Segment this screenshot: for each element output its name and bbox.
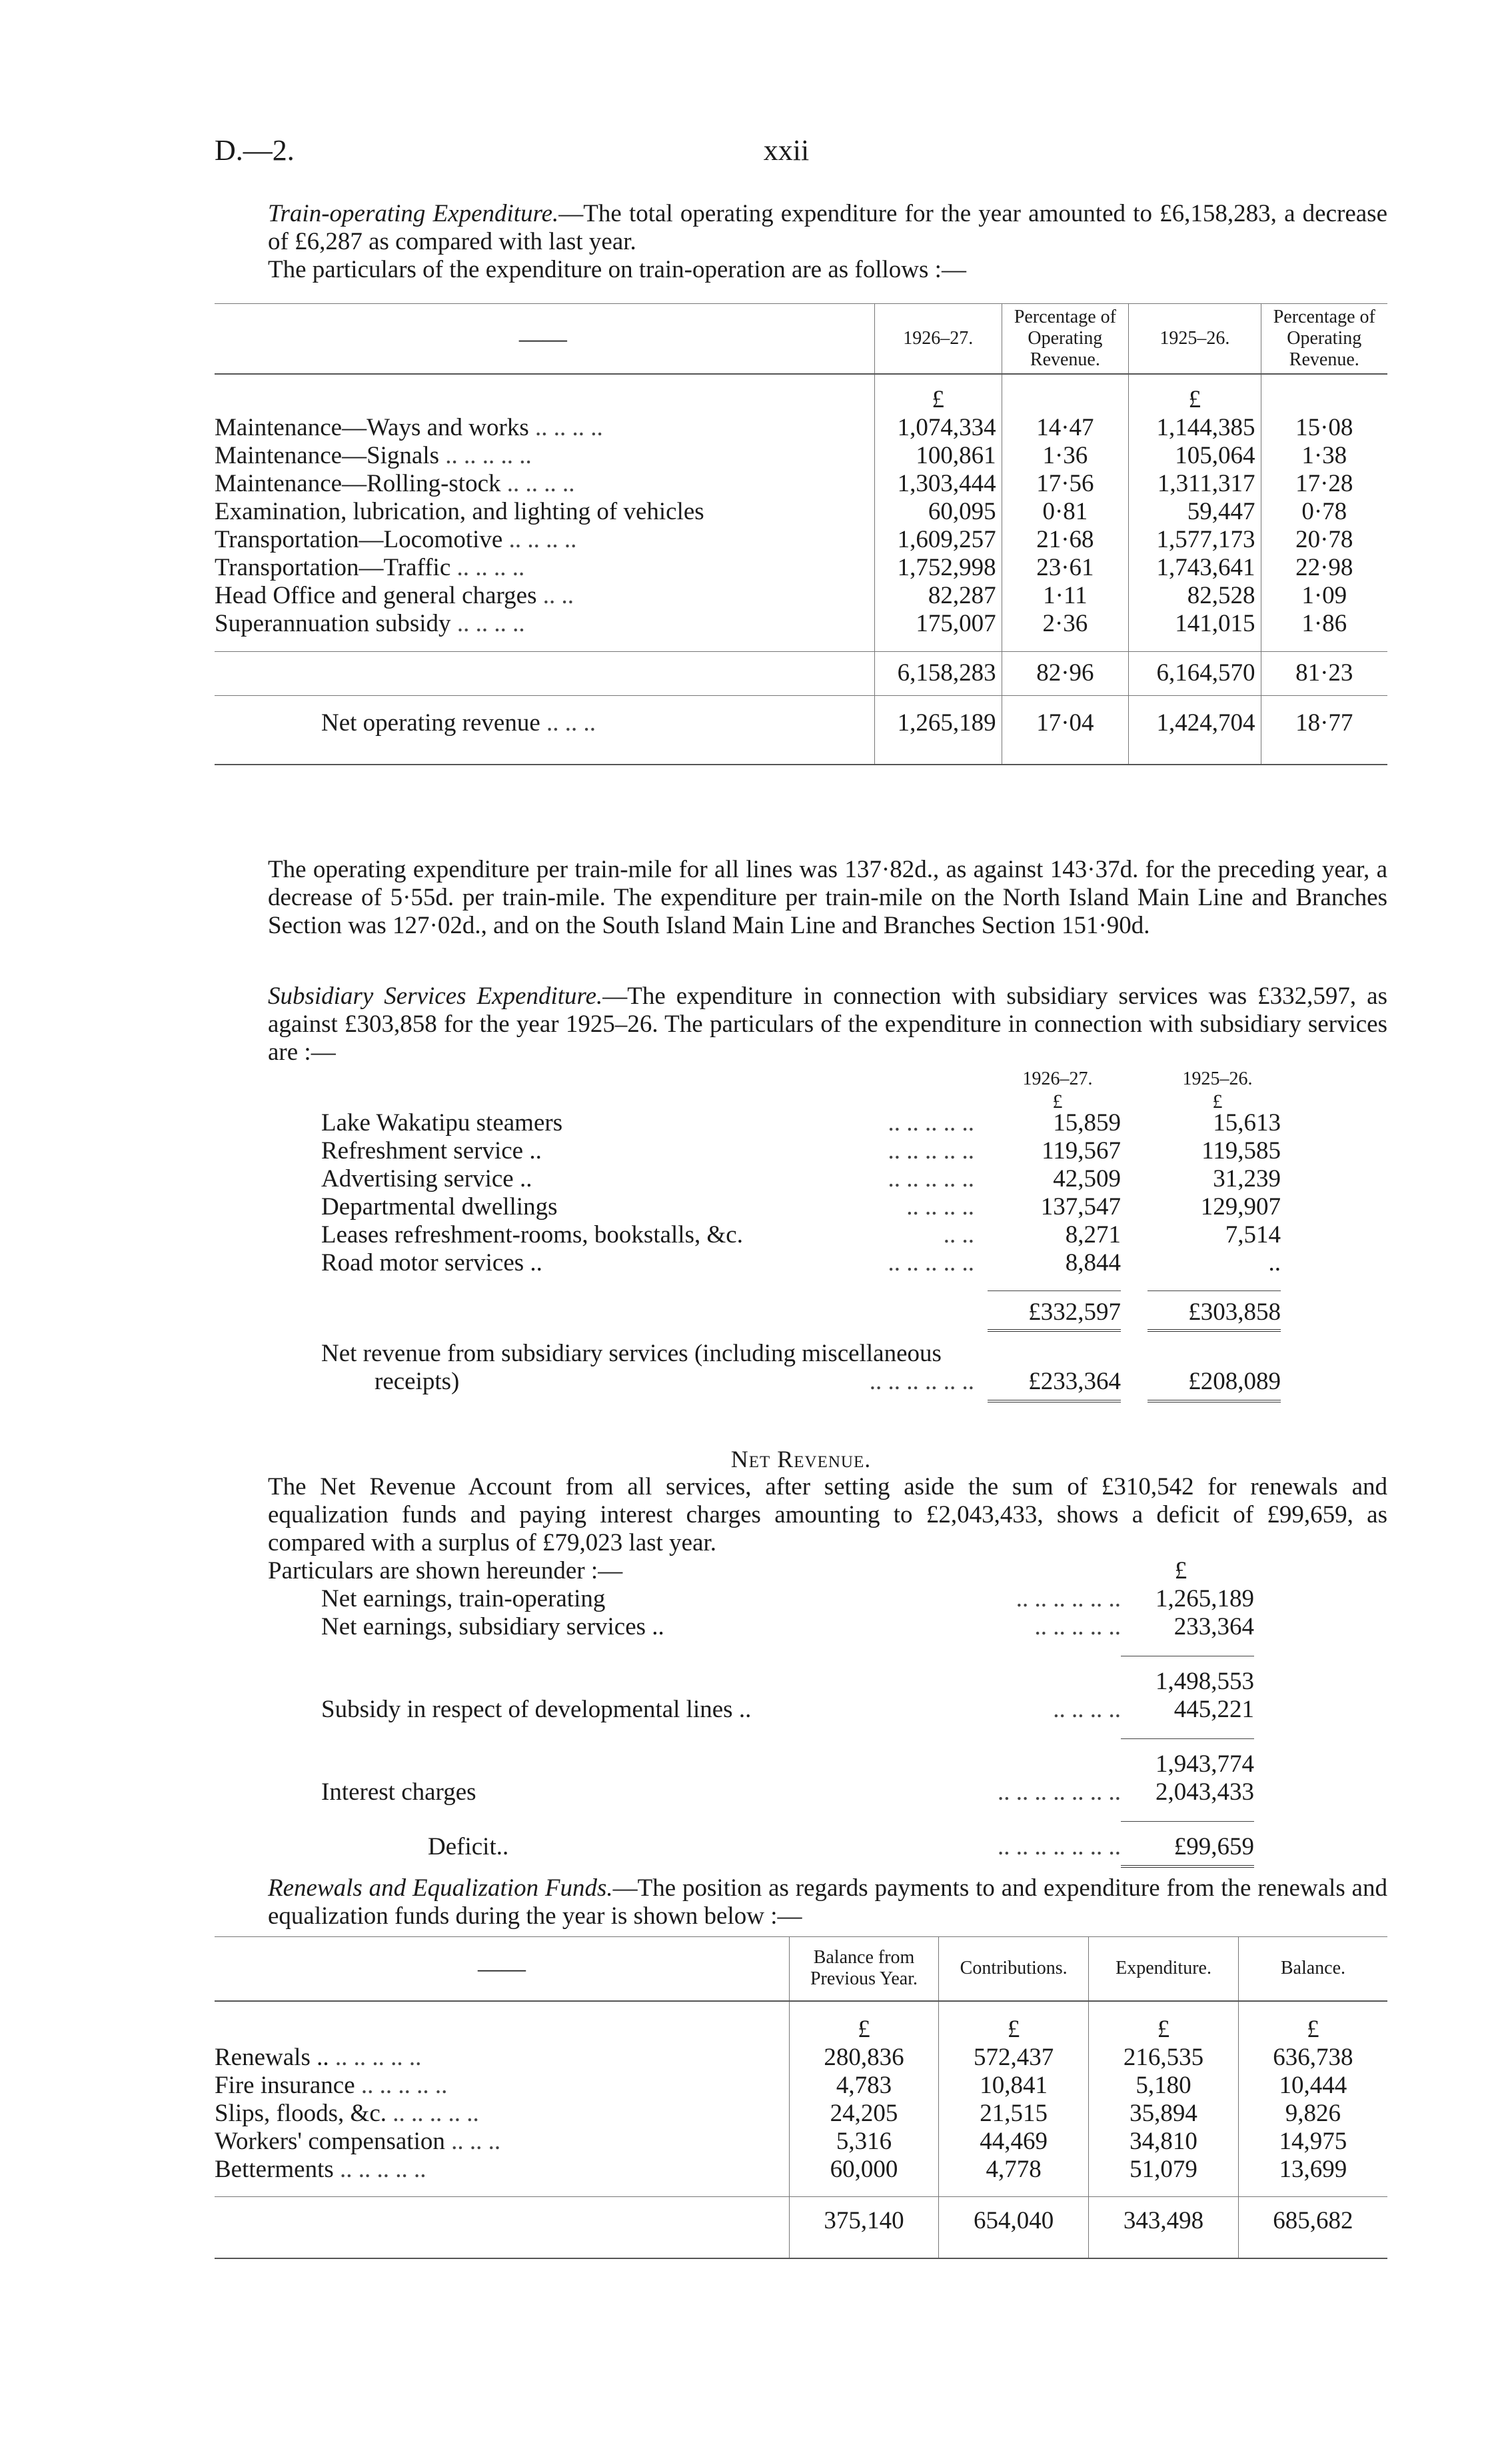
cell-expenditure: 5,180 bbox=[1089, 2072, 1239, 2100]
cell-contributions: 4,778 bbox=[939, 2156, 1089, 2184]
table3-header-balance: Balance. bbox=[1238, 1937, 1387, 2001]
subsidiary-heading: Subsidiary Services Expenditure. bbox=[268, 983, 603, 1010]
renewals-paragraph bbox=[215, 1874, 1387, 1930]
value-1925: 15,613 bbox=[1213, 1109, 1281, 1137]
row-label: Superannuation subsidy bbox=[215, 610, 451, 637]
value-1926: 42,509 bbox=[1053, 1165, 1121, 1193]
cell-pct-1925: 1·09 bbox=[1261, 582, 1387, 610]
value-1926: 15,859 bbox=[1053, 1109, 1121, 1137]
cell-balance: 14,975 bbox=[1238, 2128, 1387, 2156]
leader-dots: .. .. .. .. .. bbox=[335, 2043, 422, 2071]
per-train-mile-text: The operating expenditure per train-mile for all lines was 137·82d., as against 143·37d. for the preceding year, a decrease of 5·55d. per train-mile. The expenditure per train-mile on the North Island Main Line and Branches Section was 127·02d., and on the South Island Main Line and Branches Section 151·90d. bbox=[268, 856, 1387, 939]
total-pct-1926: 82·96 bbox=[1002, 651, 1128, 695]
subsidiary-header-1925: 1925–26. bbox=[1182, 1069, 1253, 1089]
renewals-table bbox=[215, 1936, 1387, 2259]
subsidiary-net-row-1 bbox=[321, 1340, 1294, 1368]
leader-dots: .. .. .. .. bbox=[534, 414, 603, 441]
net-revenue-heading: Net Revenue. bbox=[730, 1446, 872, 1472]
train-operation-table bbox=[215, 303, 1387, 765]
table-row bbox=[215, 2156, 1387, 2184]
list-item bbox=[321, 1613, 1294, 1641]
cell-1926: 60,095 bbox=[874, 498, 1002, 526]
table-row bbox=[215, 2072, 1387, 2100]
leader-dots: .. .. .. .. .. bbox=[888, 1109, 974, 1137]
subtotal-1: 1,498,553 bbox=[1155, 1668, 1254, 1695]
table-row bbox=[215, 610, 1387, 638]
total-1925: £303,858 bbox=[1188, 1298, 1281, 1326]
cell-balance-prev: 60,000 bbox=[789, 2156, 938, 2184]
renewals-text: —The position as regards payments to and expenditure from the renewals and equalization funds during the year is shown below :— bbox=[268, 1874, 1387, 1930]
unit-balance: £ bbox=[1238, 2001, 1387, 2044]
cell-1925: 1,311,317 bbox=[1129, 470, 1261, 498]
leader-dots: .. .. .. .. bbox=[456, 610, 525, 637]
train-operating-heading: Train-operating Expenditure. bbox=[268, 200, 559, 227]
table-row bbox=[215, 582, 1387, 610]
item-label: Interest charges bbox=[321, 1778, 476, 1806]
table-row bbox=[215, 2128, 1387, 2156]
leader-dots: .. .. bbox=[943, 1221, 974, 1248]
cell-balance-prev: 24,205 bbox=[789, 2100, 938, 2128]
cell-balance: 13,699 bbox=[1238, 2156, 1387, 2184]
cell-balance-prev: 280,836 bbox=[789, 2044, 938, 2072]
cell-pct-1925: 1·38 bbox=[1261, 442, 1387, 470]
page-number: xxii bbox=[763, 134, 810, 167]
row-label: Transportation—Locomotive bbox=[215, 526, 503, 553]
total-double-rule bbox=[1147, 1329, 1281, 1332]
cell-balance-prev: 4,783 bbox=[789, 2072, 938, 2100]
table1-header-blank: —— bbox=[518, 325, 567, 352]
particulars-text: Particulars are shown hereunder :— bbox=[268, 1557, 623, 1584]
unit-contributions: £ bbox=[939, 2001, 1089, 2044]
row-label: Maintenance—Ways and works bbox=[215, 414, 529, 441]
total-1926: £332,597 bbox=[1028, 1298, 1121, 1326]
value-1925: 129,907 bbox=[1200, 1193, 1281, 1221]
item-value: 233,364 bbox=[1173, 1613, 1254, 1640]
table1-header-pct-1925: Percentage of Operating Revenue. bbox=[1261, 304, 1387, 375]
document-reference: D.—2. bbox=[215, 134, 295, 167]
leader-dots: .. .. .. .. .. .. .. bbox=[998, 1833, 1121, 1860]
cell-1926: 1,303,444 bbox=[874, 470, 1002, 498]
cell-1925: 82,528 bbox=[1129, 582, 1261, 610]
table1-unit-1925: £ bbox=[1129, 374, 1261, 414]
cell-1926: 1,752,998 bbox=[874, 554, 1002, 582]
cell-pct-1926: 2·36 bbox=[1002, 610, 1128, 638]
net-1926: £233,364 bbox=[1028, 1368, 1121, 1395]
leader-dots: .. .. .. .. bbox=[456, 554, 525, 581]
train-operating-paragraph bbox=[215, 200, 1387, 284]
leader-dots: .. .. .. .. .. bbox=[340, 2155, 426, 2183]
leader-dots: .. .. .. .. .. bbox=[888, 1249, 974, 1276]
cell-pct-1925: 1·86 bbox=[1261, 610, 1387, 638]
table-row bbox=[215, 414, 1387, 442]
cell-1926: 1,074,334 bbox=[874, 414, 1002, 442]
deficit-row bbox=[321, 1833, 1294, 1861]
row-label: Head Office and general charges bbox=[215, 582, 537, 609]
leader-dots: .. .. .. .. bbox=[508, 526, 577, 553]
row-label: Maintenance—Signals bbox=[215, 442, 440, 469]
leader-dots: .. .. .. bbox=[546, 709, 596, 737]
table-row bbox=[215, 2100, 1387, 2128]
cell-balance: 9,826 bbox=[1238, 2100, 1387, 2128]
cell-pct-1925: 22·98 bbox=[1261, 554, 1387, 582]
item-value: 445,221 bbox=[1173, 1696, 1254, 1723]
item-value: 2,043,433 bbox=[1155, 1778, 1254, 1806]
deficit-double-rule bbox=[1121, 1865, 1254, 1868]
table1-unit-1926: £ bbox=[874, 374, 1002, 414]
row-label: Maintenance—Rolling-stock bbox=[215, 470, 501, 497]
subsidiary-header-1926: 1926–27. bbox=[1022, 1069, 1093, 1089]
leader-dots: .. .. bbox=[542, 582, 574, 609]
leader-dots: .. .. .. .. bbox=[1053, 1696, 1121, 1723]
cell-contributions: 572,437 bbox=[939, 2044, 1089, 2072]
train-operating-intro: The particulars of the expenditure on train-operation are as follows :— bbox=[268, 256, 966, 283]
total-expenditure: 343,498 bbox=[1089, 2197, 1239, 2245]
leader-dots: .. .. .. bbox=[451, 2127, 501, 2155]
leader-dots: .. .. .. .. bbox=[506, 470, 575, 497]
cell-expenditure: 34,810 bbox=[1089, 2128, 1239, 2156]
value-1926: 119,567 bbox=[1042, 1137, 1121, 1165]
net-subsidiary-label: Net revenue from subsidiary services (including miscellaneous bbox=[321, 1340, 942, 1367]
item-value: 1,265,189 bbox=[1155, 1585, 1254, 1612]
value-1925: 119,585 bbox=[1201, 1137, 1281, 1165]
table-row bbox=[215, 2044, 1387, 2072]
net-operating-label: Net operating revenue bbox=[321, 709, 540, 737]
deficit-label: Deficit.. bbox=[428, 1833, 509, 1860]
table1-header-pct-1926: Percentage of Operating Revenue. bbox=[1002, 304, 1128, 375]
renewals-heading: Renewals and Equalization Funds. bbox=[268, 1874, 613, 1902]
item-label: Net earnings, subsidiary services .. bbox=[321, 1613, 664, 1640]
list-item bbox=[321, 1165, 1294, 1193]
net-pct-1926: 17·04 bbox=[1002, 695, 1128, 751]
list-item bbox=[321, 1137, 1294, 1165]
cell-balance-prev: 5,316 bbox=[789, 2128, 938, 2156]
net-1925: 1,424,704 bbox=[1129, 695, 1261, 751]
cell-contributions: 21,515 bbox=[939, 2100, 1089, 2128]
unit-expenditure: £ bbox=[1089, 2001, 1239, 2044]
net-double-rule bbox=[1147, 1400, 1281, 1402]
leader-dots: .. .. .. .. .. bbox=[888, 1165, 974, 1193]
net-revenue-paragraph bbox=[215, 1473, 1387, 1585]
cell-expenditure: 35,894 bbox=[1089, 2100, 1239, 2128]
total-1926: 6,158,283 bbox=[874, 651, 1002, 695]
cell-pct-1926: 1·36 bbox=[1002, 442, 1128, 470]
cell-pct-1925: 0·78 bbox=[1261, 498, 1387, 526]
list-item bbox=[321, 1221, 1294, 1249]
cell-expenditure: 216,535 bbox=[1089, 2044, 1239, 2072]
cell-pct-1925: 15·08 bbox=[1261, 414, 1387, 442]
item-label: Subsidy in respect of developmental lines .. bbox=[321, 1696, 752, 1723]
item-label: Road motor services .. bbox=[321, 1249, 542, 1276]
net-1926: 1,265,189 bbox=[874, 695, 1002, 751]
value-1925: 31,239 bbox=[1213, 1165, 1281, 1193]
cell-pct-1926: 14·47 bbox=[1002, 414, 1128, 442]
subtotal-rule bbox=[1121, 1821, 1254, 1822]
cell-1925: 105,064 bbox=[1129, 442, 1261, 470]
leader-dots: .. .. .. .. .. bbox=[1034, 1613, 1121, 1640]
total-1925: 6,164,570 bbox=[1129, 651, 1261, 695]
leader-dots: .. .. .. .. .. .. bbox=[869, 1368, 974, 1395]
net-1925: £208,089 bbox=[1188, 1368, 1281, 1395]
table3-header-expenditure: Expenditure. bbox=[1089, 1937, 1239, 2001]
cell-1926: 1,609,257 bbox=[874, 526, 1002, 554]
train-operating-text: —The total operating expenditure for the year amounted to £6,158,283, a decrease of £6,287 as compared with last year. bbox=[268, 200, 1388, 255]
value-1925: 7,514 bbox=[1225, 1221, 1281, 1248]
leader-dots: .. .. .. .. .. bbox=[392, 2099, 479, 2127]
table3-header-blank: —— bbox=[477, 1955, 526, 1982]
list-item bbox=[321, 1193, 1294, 1221]
cell-1926: 175,007 bbox=[874, 610, 1002, 638]
item-label: Refreshment service .. bbox=[321, 1137, 542, 1165]
per-train-mile-paragraph bbox=[215, 856, 1387, 940]
table-row bbox=[215, 470, 1387, 498]
table3-header-contributions: Contributions. bbox=[939, 1937, 1089, 2001]
cell-1925: 1,144,385 bbox=[1129, 414, 1261, 442]
row-label: Betterments bbox=[215, 2155, 334, 2183]
subtotal-row bbox=[321, 1750, 1294, 1778]
row-label: Fire insurance bbox=[215, 2071, 355, 2099]
table1-net-row bbox=[215, 695, 1387, 751]
unit-balance-prev: £ bbox=[789, 2001, 938, 2044]
row-label: Slips, floods, &c. bbox=[215, 2099, 386, 2127]
cell-1925: 1,577,173 bbox=[1129, 526, 1261, 554]
net-revenue-unit: £ bbox=[1174, 1557, 1187, 1584]
list-item bbox=[321, 1585, 1294, 1613]
net-double-rule bbox=[988, 1400, 1121, 1402]
item-label: Net earnings, train-operating bbox=[321, 1585, 606, 1612]
subsidiary-unit-1926: £ bbox=[1052, 1091, 1063, 1113]
cell-balance: 636,738 bbox=[1238, 2044, 1387, 2072]
subsidiary-text: —The expenditure in connection with subsidiary services was £332,597, as against £303,858 for the year 1925–26. The particulars of the expenditure in connection with subsidiary services are :— bbox=[268, 983, 1387, 1066]
total-balance: 685,682 bbox=[1238, 2197, 1387, 2245]
cell-1926: 82,287 bbox=[874, 582, 1002, 610]
cell-pct-1925: 20·78 bbox=[1261, 526, 1387, 554]
item-label: Advertising service .. bbox=[321, 1165, 532, 1193]
row-label: Workers' compensation bbox=[215, 2127, 445, 2155]
cell-contributions: 10,841 bbox=[939, 2072, 1089, 2100]
cell-1926: 100,861 bbox=[874, 442, 1002, 470]
leader-dots: .. .. .. .. .. .. .. bbox=[998, 1778, 1121, 1806]
table1-total-row bbox=[215, 651, 1387, 695]
total-pct-1925: 81·23 bbox=[1261, 651, 1387, 695]
leader-dots: .. .. .. .. .. .. bbox=[1016, 1585, 1121, 1612]
list-item bbox=[321, 1249, 1294, 1277]
deficit-value: £99,659 bbox=[1173, 1833, 1254, 1860]
table-row bbox=[215, 526, 1387, 554]
leader-dots: .. .. .. .. .. bbox=[361, 2071, 448, 2099]
total-contributions: 654,040 bbox=[939, 2197, 1089, 2245]
value-1926: 137,547 bbox=[1040, 1193, 1121, 1221]
net-revenue-text: The Net Revenue Account from all services, after setting aside the sum of £310,542 for renewals and equalization funds and paying interest charges amounting to £2,043,433, shows a deficit of £99,659, as compared with a surplus of £79,023 last year. bbox=[268, 1473, 1387, 1556]
value-1926: 8,844 bbox=[1065, 1249, 1121, 1276]
subsidiary-unit-1925: £ bbox=[1212, 1091, 1223, 1113]
total-double-rule bbox=[988, 1329, 1121, 1332]
table1-header-1926: 1926–27. bbox=[874, 304, 1002, 375]
subtotal-2: 1,943,774 bbox=[1155, 1750, 1254, 1778]
net-pct-1925: 18·77 bbox=[1261, 695, 1387, 751]
subsidiary-net-row-2 bbox=[321, 1368, 1294, 1396]
table-row bbox=[215, 442, 1387, 470]
item-label: Departmental dwellings bbox=[321, 1193, 558, 1221]
row-label: Renewals .. bbox=[215, 2043, 329, 2071]
value-1926: 8,271 bbox=[1065, 1221, 1121, 1248]
subsidiary-total-row bbox=[321, 1296, 1294, 1333]
cell-1925: 141,015 bbox=[1129, 610, 1261, 638]
item-label: Leases refreshment-rooms, bookstalls, &c. bbox=[321, 1221, 743, 1248]
subtotal-rule bbox=[1147, 1290, 1281, 1291]
cell-pct-1926: 17·56 bbox=[1002, 470, 1128, 498]
cell-pct-1926: 21·68 bbox=[1002, 526, 1128, 554]
list-item bbox=[321, 1778, 1294, 1806]
net-subsidiary-label-cont: receipts) bbox=[375, 1368, 460, 1395]
leader-dots: .. .. .. .. bbox=[906, 1193, 974, 1221]
cell-pct-1926: 1·11 bbox=[1002, 582, 1128, 610]
leader-dots: .. .. .. .. .. bbox=[888, 1137, 974, 1165]
cell-contributions: 44,469 bbox=[939, 2128, 1089, 2156]
value-1925: .. bbox=[1268, 1249, 1281, 1276]
subsidiary-list bbox=[321, 1065, 1294, 1405]
table-row bbox=[215, 554, 1387, 582]
cell-balance: 10,444 bbox=[1238, 2072, 1387, 2100]
table3-header-balance-prev: Balance from Previous Year. bbox=[789, 1937, 938, 2001]
table-row bbox=[215, 498, 1387, 526]
cell-pct-1926: 23·61 bbox=[1002, 554, 1128, 582]
subtotal-row bbox=[321, 1668, 1294, 1696]
item-label: Lake Wakatipu steamers bbox=[321, 1109, 563, 1137]
cell-expenditure: 51,079 bbox=[1089, 2156, 1239, 2184]
subsidiary-paragraph bbox=[215, 983, 1387, 1067]
cell-1925: 1,743,641 bbox=[1129, 554, 1261, 582]
subtotal-rule bbox=[1121, 1738, 1254, 1739]
list-item bbox=[321, 1696, 1294, 1724]
table3-total-row bbox=[215, 2197, 1387, 2245]
cell-pct-1925: 17·28 bbox=[1261, 470, 1387, 498]
row-label: Examination, lubrication, and lighting of vehicles bbox=[215, 498, 704, 525]
list-item bbox=[321, 1109, 1294, 1137]
leader-dots: .. .. .. .. .. bbox=[445, 442, 532, 469]
row-label: Transportation—Traffic bbox=[215, 554, 451, 581]
total-balance-prev: 375,140 bbox=[789, 2197, 938, 2245]
subtotal-rule bbox=[988, 1290, 1121, 1291]
table1-header-1925: 1925–26. bbox=[1129, 304, 1261, 375]
cell-pct-1926: 0·81 bbox=[1002, 498, 1128, 526]
cell-1925: 59,447 bbox=[1129, 498, 1261, 526]
